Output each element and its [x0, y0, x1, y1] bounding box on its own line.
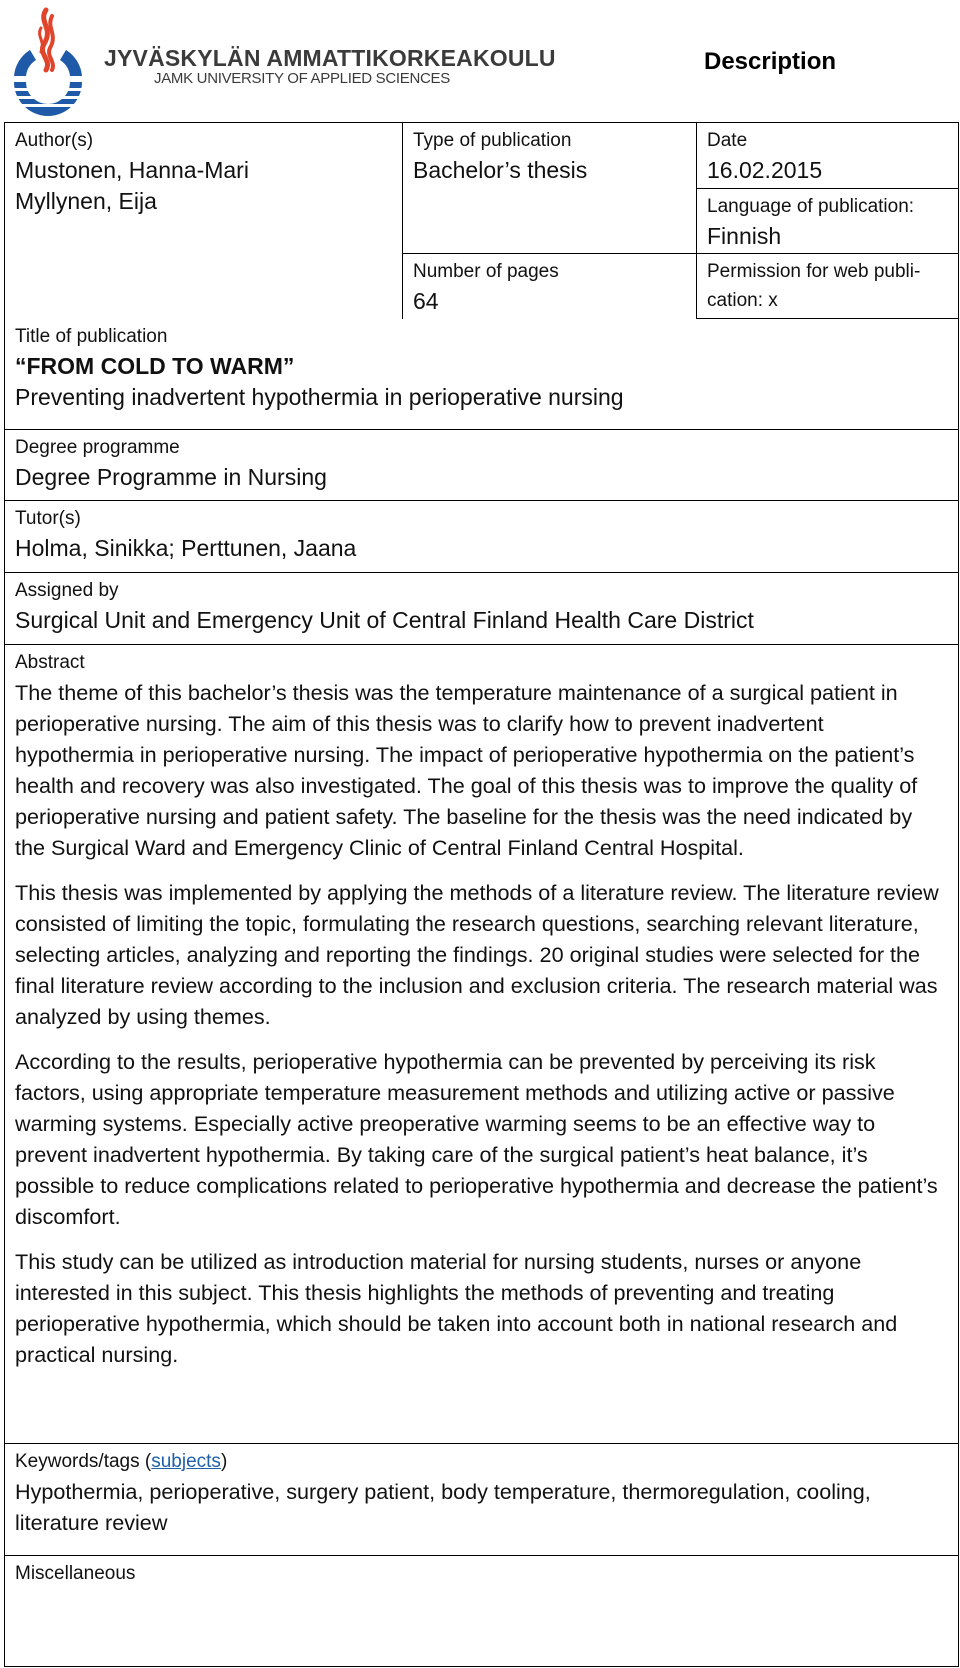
date-cell — [696, 122, 958, 186]
university-logo-icon — [8, 6, 88, 116]
pages-label: Number of pages — [413, 261, 559, 282]
keywords-label — [15, 1447, 958, 1476]
permission-cell — [696, 253, 958, 315]
authors-cell — [4, 122, 402, 217]
abstract-label: Abstract — [15, 652, 85, 673]
language-cell — [696, 188, 958, 252]
title-cell — [4, 318, 958, 413]
publication-subtitle: Preventing inadvertent hypothermia in perioperative nursing — [15, 384, 624, 410]
abstract-paragraph: According to the results, perioperative hypothermia can be prevented by perceiving its risk factors, using appropriate temperature measurement methods and utilizing active or passive warming systems. Especially active preoperative warming seems to be an effective way to prevent inadvertent hypothermia. By taking care of the surgical patient’s heat balance, it’s possible to reduce complications related to perioperative hypothermia and decrease the patient’s discomfort. — [15, 1049, 938, 1229]
degree-label: Degree programme — [15, 437, 180, 458]
assigned-label: Assigned by — [15, 580, 119, 601]
org-subtitle: JAMK UNIVERSITY OF APPLIED SCIENCES — [154, 70, 450, 87]
keywords-label-suffix: ) — [220, 1451, 228, 1472]
authors-label: Author(s) — [15, 130, 94, 151]
degree-cell — [4, 429, 958, 493]
author-name: Mustonen, Hanna-Mari — [15, 157, 249, 183]
assigned-value: Surgical Unit and Emergency Unit of Central Finland Health Care District — [15, 607, 754, 633]
pages-value: 64 — [413, 288, 439, 314]
page-title: Description — [704, 48, 837, 75]
tutors-cell — [4, 500, 958, 564]
language-value: Finnish — [707, 223, 782, 249]
university-wordmark — [104, 46, 556, 88]
table-border-right — [958, 122, 959, 1667]
assigned-cell — [4, 572, 958, 636]
language-label: Language of publication: — [707, 196, 915, 217]
publication-title: “FROM COLD TO WARM” — [15, 353, 295, 379]
type-cell — [402, 122, 696, 186]
type-value: Bachelor’s thesis — [413, 157, 588, 183]
abstract-paragraph: This thesis was implemented by applying the methods of a literature review. The literature review consisted of limiting the topic, formulating the research questions, searching relevant literature, selecting articles, analyzing and reporting the findings. 20 original studies were selected for the final literature review according to the inclusion and exclusion criteria. The research material was analyzed by using themes. — [15, 880, 939, 1029]
org-name: JYVÄSKYLÄN AMMATTIKORKEAKOULU — [104, 45, 556, 71]
misc-label: Miscellaneous — [15, 1563, 136, 1584]
abstract-paragraph: This study can be utilized as introduction material for nursing students, nurses or anyone interested in this subject. This thesis highlights the methods of preventing and treating perioperative hypothermia, which should be taken into account both in national research and practical nursing. — [15, 1249, 898, 1367]
subjects-link[interactable]: subjects — [151, 1451, 221, 1472]
pages-cell — [402, 253, 696, 317]
permission-value: cation: x — [707, 290, 778, 311]
date-value: 16.02.2015 — [707, 157, 823, 183]
keywords-cell — [4, 1443, 958, 1538]
permission-label: Permission for web publi- — [707, 261, 921, 282]
table-border-bottom — [4, 1666, 959, 1667]
page-header — [0, 0, 960, 122]
misc-cell — [4, 1555, 958, 1588]
title-label: Title of publication — [15, 326, 168, 347]
date-label: Date — [707, 130, 748, 151]
author-name: Myllynen, Eija — [15, 188, 157, 214]
keywords-value: Hypothermia, perioperative, surgery patient, body temperature, thermoregulation, cooling, literature review — [15, 1479, 871, 1535]
abstract-paragraph: The theme of this bachelor’s thesis was the temperature maintenance of a surgical patient in perioperative nursing. The aim of this thesis was to clarify how to prevent inadvertent hypothermia in perioperative nursing. The impact of perioperative hypothermia on the patient’s health and recovery was also investigated. The goal of this thesis was to improve the quality of perioperative nursing and patient safety. The baseline for the thesis was the need indicated by the Surgical Ward and Emergency Clinic of Central Finland Central Hospital. — [15, 680, 918, 860]
keywords-label-text: Keywords/tags ( — [15, 1451, 152, 1472]
degree-value: Degree Programme in Nursing — [15, 464, 327, 490]
tutors-value: Holma, Sinikka; Perttunen, Jaana — [15, 535, 357, 561]
tutors-label: Tutor(s) — [15, 508, 81, 529]
abstract-cell — [4, 644, 958, 1384]
type-label: Type of publication — [413, 130, 572, 151]
